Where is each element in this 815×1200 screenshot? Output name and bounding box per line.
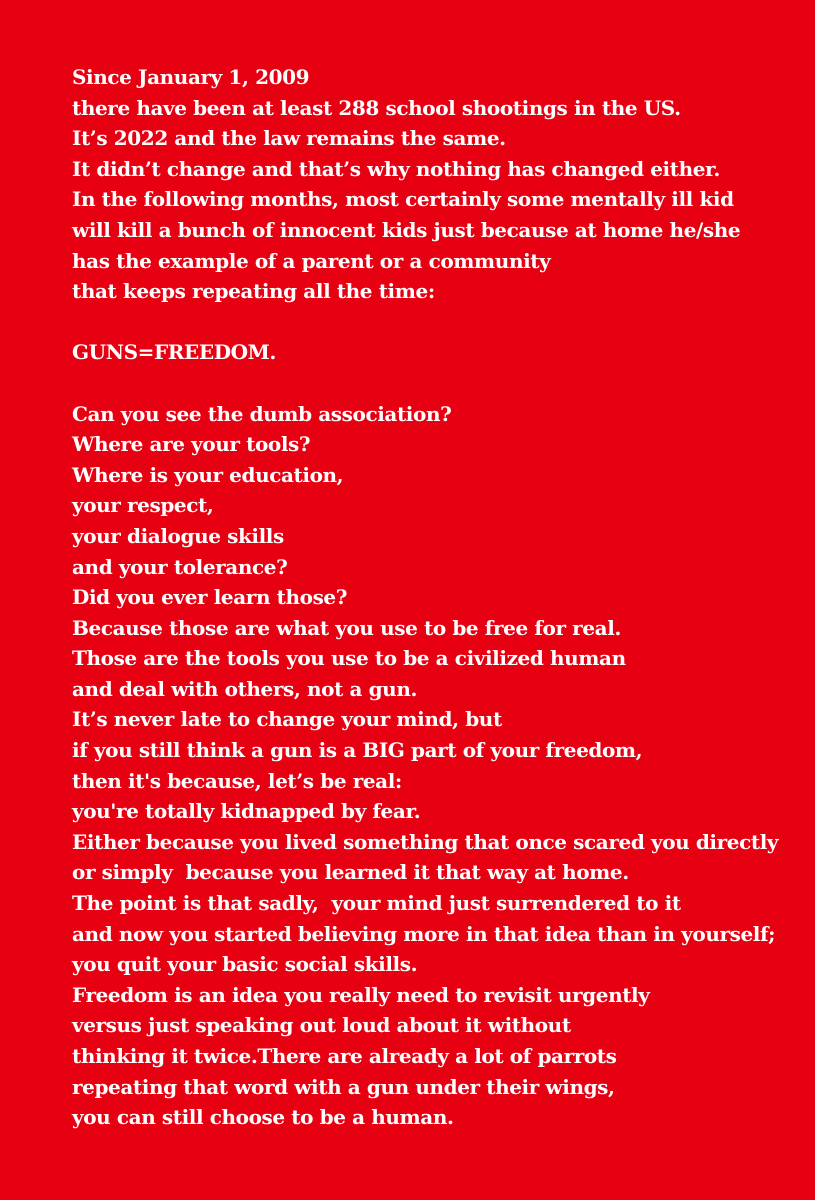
text-line: It didn’t change and that’s why nothing has changed either.	[72, 156, 720, 181]
text-line: Because those are what you use to be free for real.	[72, 615, 621, 640]
text-line: that keeps repeating all the time:	[72, 279, 435, 304]
text-line: It’s never late to change your mind, but	[72, 707, 502, 732]
text-line: versus just speaking out loud about it without	[72, 1013, 571, 1038]
text-line: you can still choose to be a human.	[72, 1105, 454, 1130]
text-line: will kill a bunch of innocent kids just because at home he/she	[72, 217, 741, 242]
text-line: thinking it twice.There are already a lot of parrots	[72, 1044, 617, 1068]
text-line: repeating that word with a gun under their wings,	[72, 1074, 615, 1099]
text-line: you're totally kidnapped by fear.	[72, 799, 421, 824]
intro-paragraph	[72, 62, 792, 307]
poster-text	[72, 62, 792, 1133]
text-line: and deal with others, not a gun.	[72, 676, 418, 701]
text-line: Can you see the dumb association?	[72, 401, 452, 426]
text-line: or simply because you learned it that way at home.	[72, 860, 629, 885]
text-line: then it's because, let’s be real:	[72, 768, 402, 793]
text-line: Those are the tools you use to be a civilized human	[72, 646, 626, 671]
text-line: Where is your education,	[72, 462, 344, 487]
text-line: you quit your basic social skills.	[72, 952, 418, 977]
text-line: Either because you lived something that once scared you directly	[72, 829, 779, 854]
text-line: The point is that sadly, your mind just surrendered to it	[72, 891, 681, 916]
text-line: and your tolerance?	[72, 554, 288, 579]
text-line: if you still think a gun is a BIG part of your freedom,	[72, 738, 643, 763]
text-line: Did you ever learn those?	[72, 585, 348, 610]
text-line: and now you started believing more in that idea than in yourself;	[72, 921, 776, 946]
paragraph-gap	[72, 307, 792, 338]
body-paragraph	[72, 399, 792, 1133]
slogan: GUNS=FREEDOM.	[72, 340, 276, 365]
paragraph-gap	[72, 368, 792, 399]
text-line: Freedom is an idea you really need to revisit urgently	[72, 982, 650, 1007]
text-line: Since January 1, 2009	[72, 65, 310, 89]
text-line: your respect,	[72, 493, 214, 518]
text-line: your dialogue skills	[72, 523, 284, 548]
text-line: In the following months, most certainly some mentally ill kid	[72, 187, 734, 212]
text-line: It’s 2022 and the law remains the same.	[72, 126, 506, 151]
text-line: there have been at least 288 school shootings in the US.	[72, 95, 681, 120]
text-line: Where are your tools?	[72, 432, 311, 457]
text-line: has the example of a parent or a community	[72, 248, 551, 273]
